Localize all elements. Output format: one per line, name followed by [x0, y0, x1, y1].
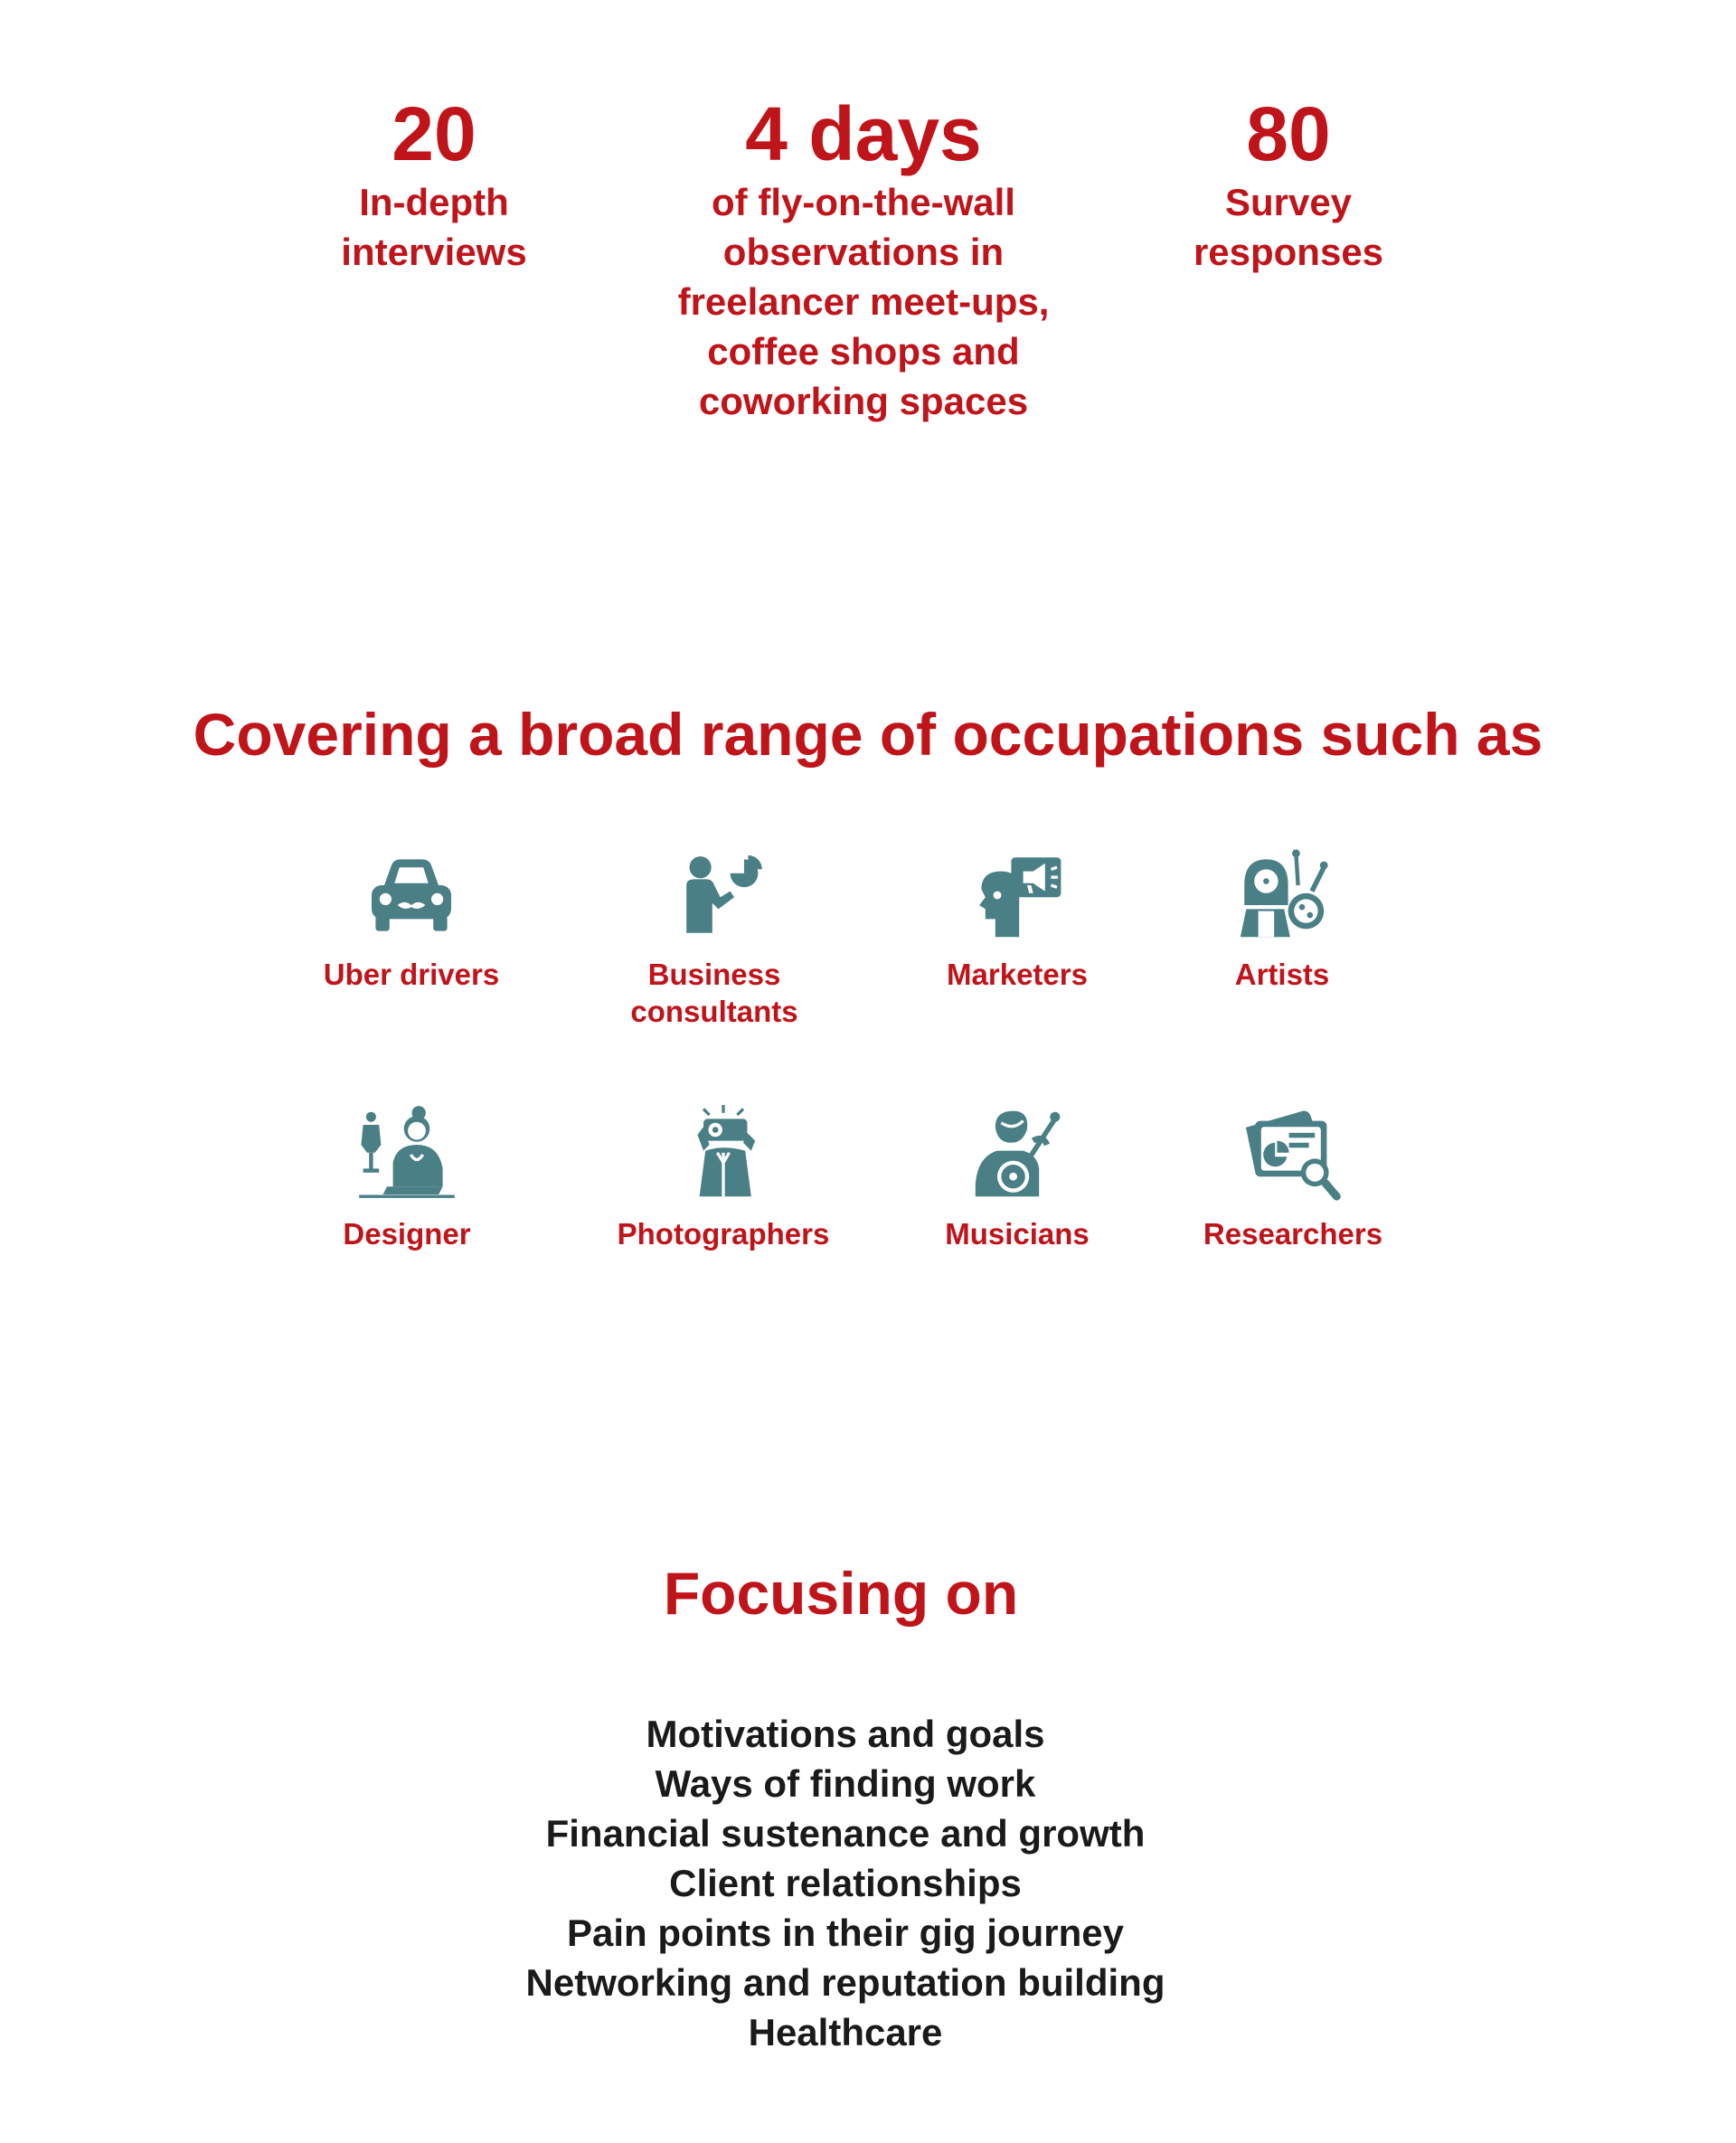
- focus-item: Financial sustenance and growth: [545, 1812, 1146, 1855]
- focus-item: Networking and reputation building: [525, 1961, 1165, 2004]
- focus-item: Client relationships: [669, 1862, 1022, 1904]
- photographer-icon: [674, 1105, 773, 1204]
- stat-description: In-depth interviews: [341, 181, 527, 273]
- occupations-heading: Covering a broad range of occupations such as: [193, 701, 1543, 768]
- occupation-label: Artists: [1234, 958, 1330, 991]
- occupation-label: Designer: [343, 1217, 471, 1251]
- marketer-icon: [967, 845, 1067, 945]
- focus-item: Healthcare: [748, 2011, 943, 2053]
- focus-heading: Focusing on: [663, 1560, 1019, 1627]
- stat-interviews: [298, 90, 570, 277]
- occupation-artists: [1137, 845, 1427, 993]
- stat-observations: [669, 90, 1058, 426]
- occupation-musicians: [873, 1105, 1162, 1252]
- stat-description: Survey responses: [1193, 181, 1384, 273]
- occupation-business-consultants: [570, 845, 859, 1030]
- occupation-label: Uber drivers: [323, 958, 500, 991]
- focus-item: Motivations and goals: [646, 1713, 1045, 1755]
- occupation-label: Researchers: [1203, 1217, 1383, 1251]
- occupation-designer: [262, 1105, 552, 1252]
- stat-survey: [1139, 90, 1438, 277]
- musician-icon: [967, 1105, 1067, 1204]
- occupation-photographers: [579, 1105, 868, 1252]
- focus-item: Pain points in their gig journey: [566, 1912, 1125, 1954]
- occupation-uber-drivers: [267, 845, 556, 993]
- business-consultant-icon: [665, 845, 764, 945]
- car-icon: [362, 845, 461, 945]
- occupation-label: Marketers: [947, 958, 1088, 991]
- occupation-label: Business consultants: [630, 958, 798, 1028]
- occupation-label: Musicians: [945, 1217, 1090, 1251]
- occupation-researchers: [1148, 1105, 1438, 1252]
- occupation-label: Photographers: [617, 1217, 830, 1251]
- researcher-icon: [1243, 1105, 1343, 1204]
- stat-number: 4 days: [745, 91, 982, 176]
- focus-list: [0, 1709, 1691, 2057]
- artist-icon: [1232, 845, 1332, 945]
- focus-item: Ways of finding work: [655, 1762, 1036, 1805]
- stat-number: 20: [392, 91, 476, 176]
- stat-description: of fly-on-the-wall observations in freelancer meet-ups, coffee shops and coworking spaces: [677, 181, 1050, 422]
- stat-number: 80: [1246, 91, 1331, 176]
- designer-icon: [357, 1105, 457, 1204]
- occupation-marketers: [873, 845, 1162, 993]
